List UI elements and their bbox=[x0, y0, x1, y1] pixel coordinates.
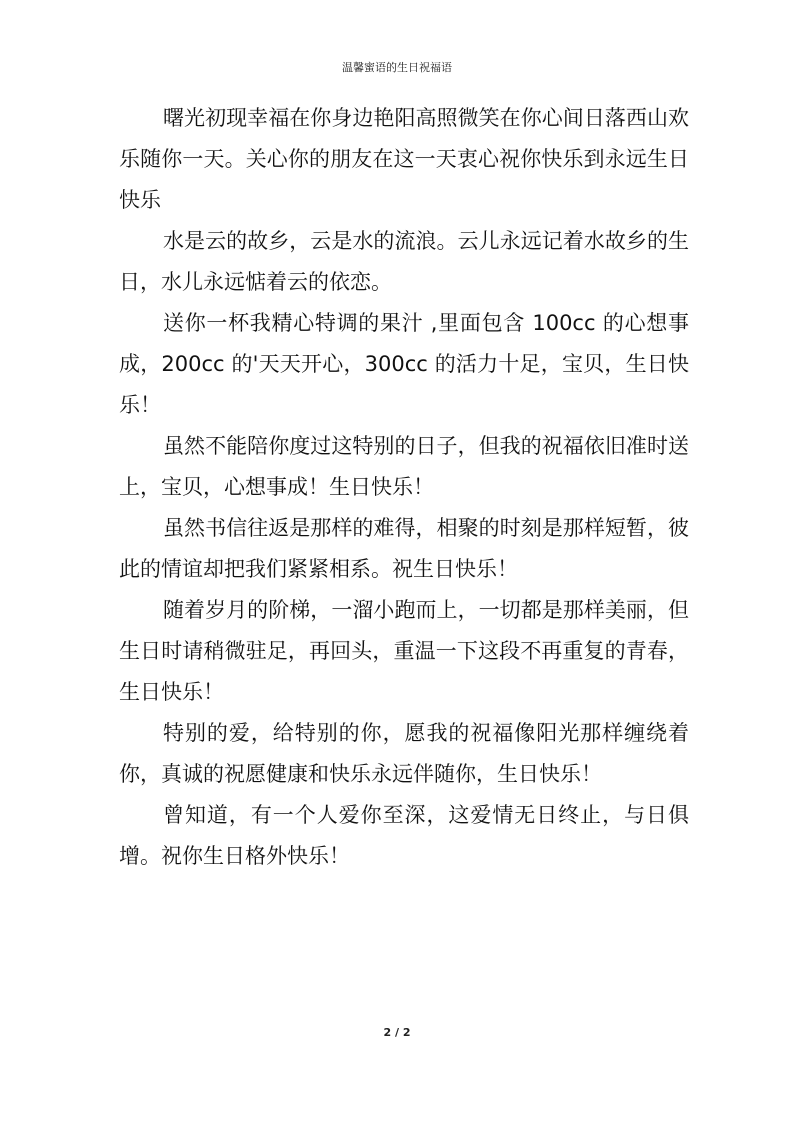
document-body bbox=[119, 98, 689, 877]
document-title: 温馨蜜语的生日祝福语 bbox=[342, 61, 452, 74]
paragraph: 曙光初现幸福在你身边艳阳高照微笑在你心间日落西山欢乐随你一天。关心你的朋友在这一天衷心祝你快乐到永远生日快乐 bbox=[119, 106, 689, 212]
page-header bbox=[0, 61, 794, 75]
paragraph: 随着岁月的阶梯，一溜小跑而上，一切都是那样美丽，但生日时请稍微驻足，再回头，重温一下这段不再重复的青春，生日快乐！ bbox=[119, 598, 689, 704]
paragraph: 虽然不能陪你度过这特别的日子，但我的祝福依旧准时送上，宝贝，心想事成！生日快乐！ bbox=[119, 434, 689, 499]
paragraph: 虽然书信往返是那样的难得，相聚的时刻是那样短暂，彼此的情谊却把我们紧紧相系。祝生日快乐！ bbox=[119, 516, 689, 581]
paragraph: 特别的爱，给特别的你，愿我的祝福像阳光那样缠绕着你，真诚的祝愿健康和快乐永远伴随你，生日快乐！ bbox=[119, 721, 689, 786]
page-number: 2 / 2 bbox=[383, 1026, 411, 1039]
page-footer bbox=[0, 1026, 794, 1040]
paragraph: 曾知道，有一个人爱你至深，这爱情无日终止，与日俱增。祝你生日格外快乐！ bbox=[119, 803, 689, 868]
paragraph: 水是云的故乡，云是水的流浪。云儿永远记着水故乡的生日，水儿永远惦着云的依恋。 bbox=[119, 229, 689, 294]
paragraph: 送你一杯我精心特调的果汁 ,里面包含 100cc 的心想事成，200cc 的'天天开心，300cc 的活力十足，宝贝，生日快乐！ bbox=[119, 311, 689, 417]
